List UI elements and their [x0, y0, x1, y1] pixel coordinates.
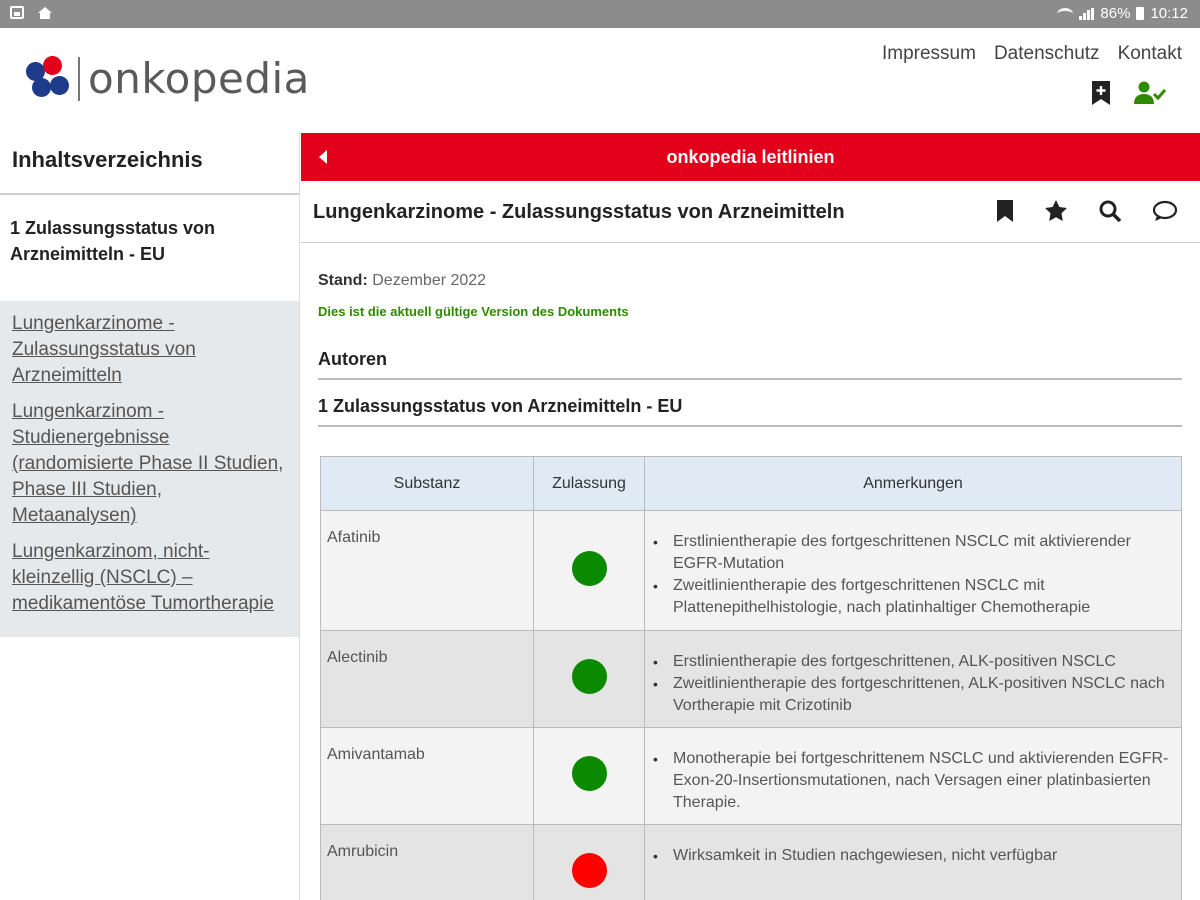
- notes-cell: [645, 825, 1182, 900]
- substances-table: [320, 456, 1182, 900]
- wifi-icon: [1057, 8, 1073, 20]
- gallery-notification-icon: [10, 6, 24, 19]
- list-item: • Monotherapie bei fortgeschrittenem NSCLC und aktivierenden EGFR-Exon-20-Insertionsmutationen, nach Versagen einer platinbasierten Therapie.: [673, 748, 1171, 814]
- valid-version-note: Dies ist die aktuell gültige Version des Dokuments: [318, 304, 629, 319]
- battery-icon: [1136, 7, 1144, 20]
- toc-link-nsclc-therapie[interactable]: Lungenkarzinom, nicht-kleinzellig (NSCLC) – medikamentöse Tumortherapie: [12, 541, 274, 614]
- substance-name: Amivantamab: [321, 728, 534, 825]
- toc-links: [0, 301, 299, 637]
- stand-label: Stand:: [318, 272, 368, 289]
- document-content: [318, 262, 1182, 427]
- authors-heading[interactable]: Autoren: [318, 333, 1182, 380]
- nav-kontakt[interactable]: Kontakt: [1117, 43, 1182, 64]
- document-header: [301, 181, 1200, 243]
- notes-cell: [645, 728, 1182, 825]
- stand-value: Dezember 2022: [372, 272, 487, 289]
- star-icon[interactable]: [1044, 199, 1068, 228]
- table-header-row: [321, 457, 1182, 511]
- bookmark-add-icon[interactable]: [1090, 80, 1112, 111]
- stand-line: [318, 272, 1182, 290]
- status-dot-icon: [572, 551, 607, 586]
- substance-name: Amrubicin: [321, 825, 534, 900]
- battery-percent: 86%: [1100, 5, 1131, 22]
- col-header-substanz: Substanz: [321, 457, 534, 511]
- comment-icon[interactable]: [1152, 199, 1178, 228]
- status-dot-icon: [572, 659, 607, 694]
- logo-text: onkopedia: [88, 54, 310, 103]
- document-toolbar: [996, 199, 1178, 228]
- document-title: Lungenkarzinome - Zulassungsstatus von Arzneimitteln: [313, 201, 845, 223]
- toc-title: Inhaltsverzeichnis: [0, 133, 299, 195]
- table-row: [321, 728, 1182, 825]
- logo-mark-icon: [26, 56, 72, 102]
- onkopedia-logo[interactable]: [26, 54, 310, 103]
- list-item: • Wirksamkeit in Studien nachgewiesen, nicht verfügbar: [673, 845, 1171, 867]
- list-item: • Zweitlinientherapie des fortgeschrittenen NSCLC mit Plattenepithelhistologie, nach platinhaltiger Chemotherapie: [673, 575, 1171, 619]
- col-header-anmerkungen: Anmerkungen: [645, 457, 1182, 511]
- list-item: • Erstlinientherapie des fortgeschrittenen, ALK-positiven NSCLC: [673, 651, 1171, 673]
- bookmark-icon[interactable]: [996, 199, 1014, 228]
- clock: 10:12: [1150, 5, 1188, 22]
- leitlinien-title: onkopedia leitlinien: [666, 147, 835, 167]
- site-header: [0, 28, 1200, 133]
- toc-link-zulassungsstatus[interactable]: Lungenkarzinome - Zulassungsstatus von Arzneimitteln: [12, 313, 196, 386]
- nav-datenschutz[interactable]: Datenschutz: [993, 43, 1100, 64]
- table-row: [321, 825, 1182, 900]
- notes-cell: [645, 631, 1182, 728]
- list-item: • Erstlinientherapie des fortgeschrittenen NSCLC mit aktivierender EGFR-Mutation: [673, 531, 1171, 575]
- table-of-contents: [0, 133, 300, 900]
- section-heading[interactable]: 1 Zulassungsstatus von Arzneimitteln - EU: [318, 380, 1182, 427]
- nav-impressum[interactable]: Impressum: [881, 43, 976, 64]
- status-dot-icon: [572, 756, 607, 791]
- status-dot-icon: [572, 853, 607, 888]
- leitlinien-bar: [301, 133, 1200, 181]
- substance-name: Alectinib: [321, 631, 534, 728]
- approval-status: [534, 511, 645, 631]
- status-bar: [0, 0, 1200, 28]
- toc-link-studienergebnisse[interactable]: Lungenkarzinom - Studienergebnisse (randomisierte Phase II Studien, Phase III Studien, Metaanalysen): [12, 401, 284, 526]
- approval-status: [534, 728, 645, 825]
- table-row: [321, 511, 1182, 631]
- approval-status: [534, 631, 645, 728]
- list-item: • Zweitlinientherapie des fortgeschrittenen, ALK-positiven NSCLC nach Vortherapie mit Crizotinib: [673, 673, 1171, 717]
- notes-cell: [645, 511, 1182, 631]
- toc-current-section[interactable]: 1 Zulassungsstatus von Arzneimitteln - EU: [10, 218, 216, 264]
- search-icon[interactable]: [1098, 199, 1122, 228]
- approval-status: [534, 825, 645, 900]
- table-row: [321, 631, 1182, 728]
- signal-icon: [1079, 8, 1094, 20]
- top-nav: [882, 43, 1182, 65]
- col-header-zulassung: Zulassung: [534, 457, 645, 511]
- home-notification-icon: [38, 7, 52, 13]
- substance-name: Afatinib: [321, 511, 534, 631]
- user-check-icon[interactable]: [1134, 81, 1166, 110]
